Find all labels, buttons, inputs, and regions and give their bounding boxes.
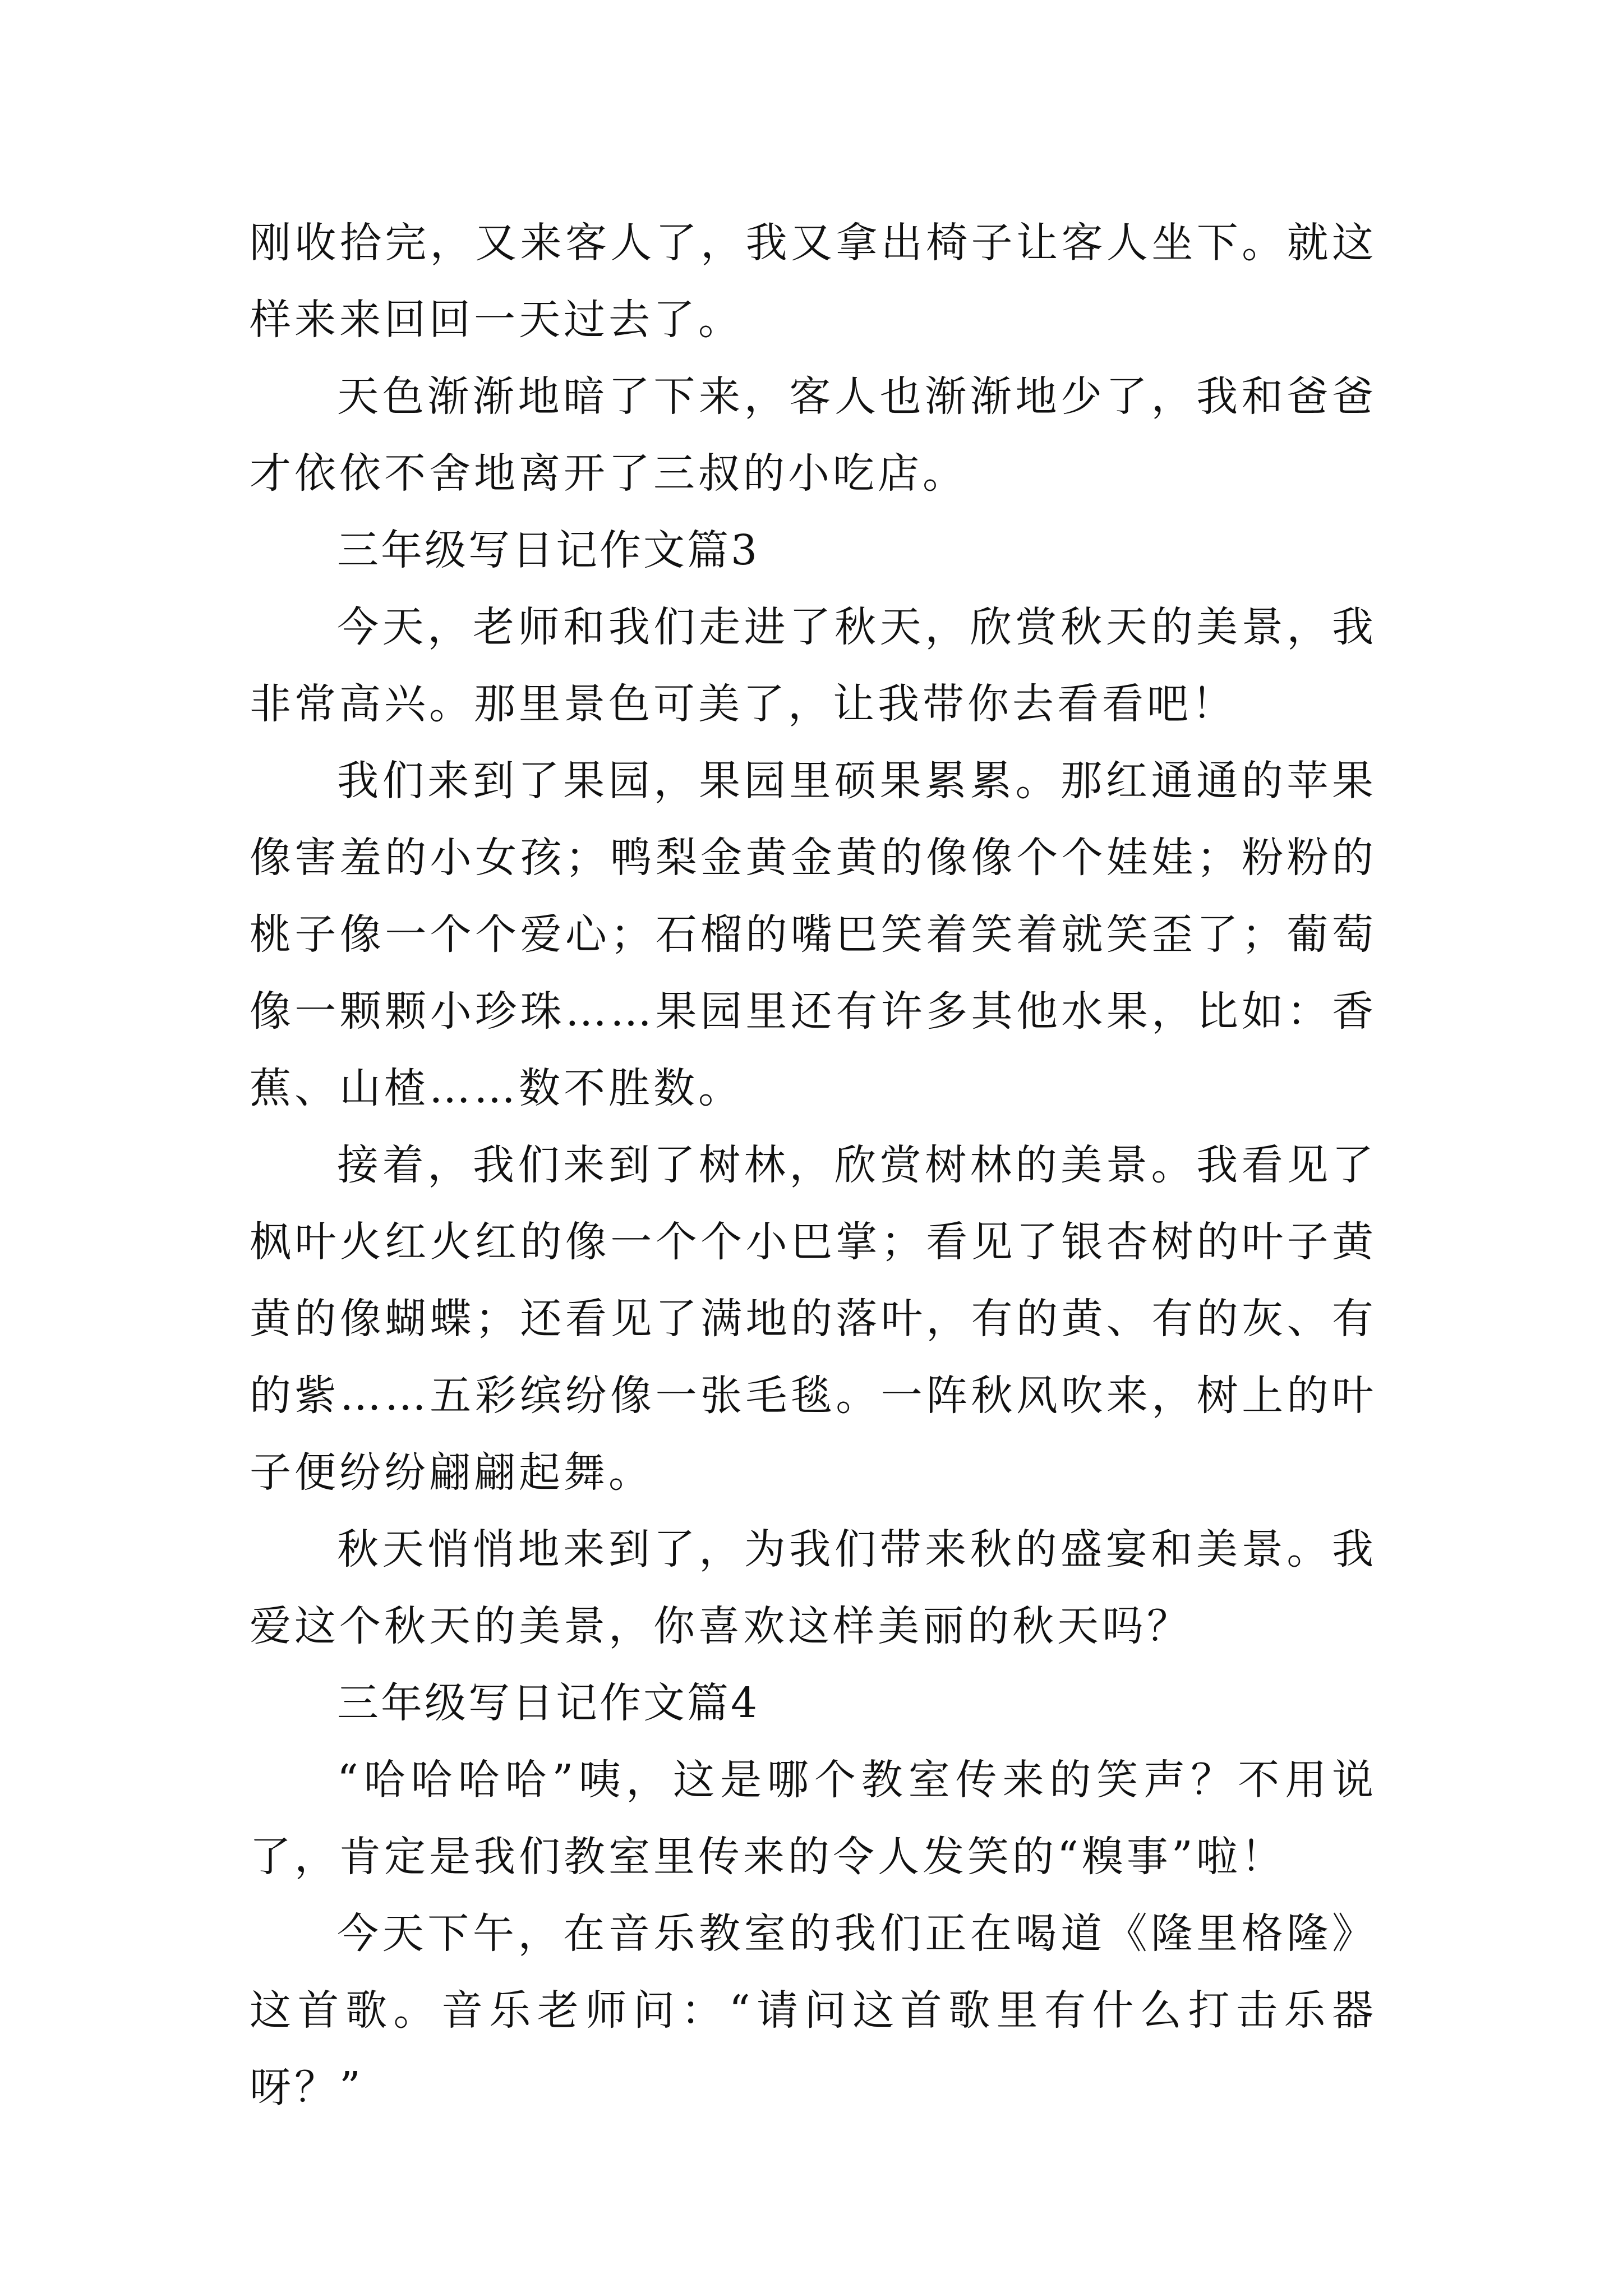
paragraph: 秋天悄悄地来到了，为我们带来秋的盛宴和美景。我爱这个秋天的美景，你喜欢这样美丽的秋天吗？ <box>250 1525 1377 1650</box>
paragraph: 今天，老师和我们走进了秋天，欣赏秋天的美景，我非常高兴。那里景色可美了，让我带你去看看吧！ <box>250 603 1377 728</box>
paragraph: 天色渐渐地暗了下来，客人也渐渐地少了，我和爸爸才依依不舍地离开了三叔的小吃店。 <box>250 372 1377 498</box>
paragraph: 我们来到了果园，果园里硕果累累。那红通通的苹果像害羞的小女孩；鸭梨金黄金黄的像像个个娃娃；粉粉的桃子像一个个爱心；石榴的嘴巴笑着笑着就笑歪了；葡萄像一颗颗小珍珠……果园里还有许多其他水果，比如：香蕉、山楂……数不胜数。 <box>250 757 1377 1112</box>
section-heading: 三年级写日记作文篇4 <box>337 1679 760 1727</box>
document-body <box>250 205 1377 2126</box>
paragraph: 接着，我们来到了树林，欣赏树林的美景。我看见了枫叶火红火红的像一个个小巴掌；看见了银杏树的叶子黄黄的像蝴蝶；还看见了满地的落叶，有的黄、有的灰、有的紫……五彩缤纷像一张毛毯。一阵秋风吹来，树上的叶子便纷纷翩翩起舞。 <box>250 1141 1377 1497</box>
paragraph: 今天下午，在音乐教室的我们正在喝道《隆里格隆》这首歌。音乐老师问：“请问这首歌里有什么打击乐器呀？” <box>250 1910 1377 2111</box>
paragraph-continuation: 刚收拾完，又来客人了，我又拿出椅子让客人坐下。就这样来来回回一天过去了。 <box>250 219 1377 344</box>
paragraph: “哈哈哈哈”咦，这是哪个教室传来的笑声？不用说了，肯定是我们教室里传来的令人发笑的“糗事”啦！ <box>250 1756 1377 1881</box>
section-heading: 三年级写日记作文篇3 <box>337 526 760 574</box>
